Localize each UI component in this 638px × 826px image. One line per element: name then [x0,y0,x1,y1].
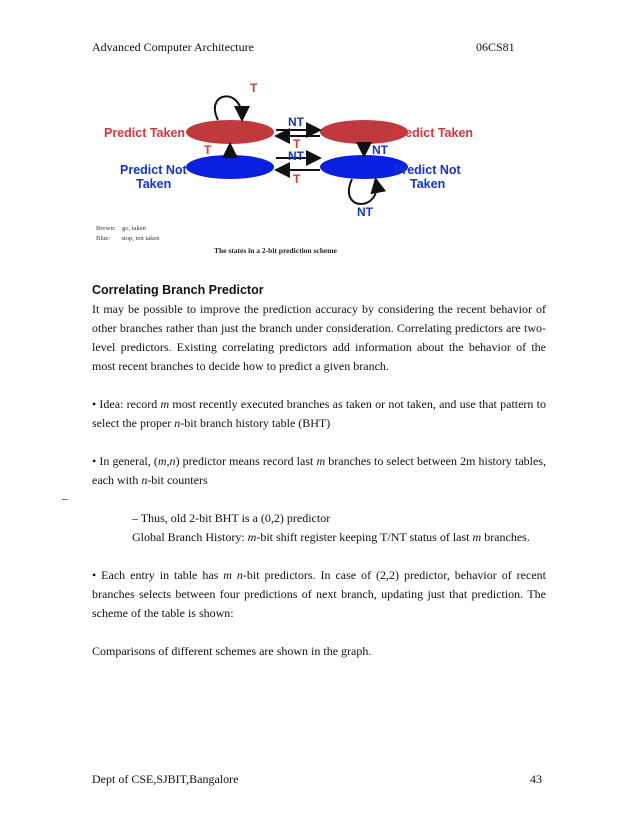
sub-point-1: – Thus, old 2-bit BHT is a (0,2) predictor [132,511,331,525]
header-title: Advanced Computer Architecture [92,40,254,54]
label-bottom-right-2: Taken [410,177,446,191]
t-mid-nt: NT [288,149,304,163]
state-diagram [92,72,546,262]
t-mid-t: T [293,137,301,151]
paragraph-compare: Comparisons of different schemes are shown in the graph. [92,644,372,658]
diagram-caption: The states in a 2-bit prediction scheme [214,246,337,255]
t-left-t: T [204,143,212,157]
label-top-left: Predict Taken [104,126,186,140]
legend-brown: Brown: go, taken [96,225,146,232]
paragraph-intro: It may be possible to improve the prediction accuracy by considering the recent behavior of other branches rather than just the branch under consideration. Correlating predictors are two-level predictors. Existing correlating predictors add information about the behavior of the most recent branches to decide how to predict a given branch. [92,302,546,373]
body-content [92,281,546,661]
label-top-right: Predict Taken [392,126,474,140]
t-self-bottom: NT [357,205,373,219]
self-loop-top [215,96,242,120]
section-heading: Correlating Branch Predictor [92,283,264,297]
footer-dept: Dept of CSE,SJBIT,Bangalore [92,772,239,786]
label-bottom-left-2: Taken [136,177,172,191]
header-code: 06CS81 [476,40,515,54]
t-self-top: T [250,81,258,95]
label-bottom-right-1: Predict Not [394,163,461,177]
footer-page-number: 43 [530,772,542,786]
sub-point-2: Global Branch History: m-bit shift register keeping T/NT status of last m branches. [132,530,530,544]
t-right-nt: NT [372,143,388,157]
label-bottom-left-1: Predict Not [120,163,187,177]
paragraph-entry: • Each entry in table has m n-bit predictors. In case of (2,2) predictor, behavior of recent branches selects between four predictions of next branch, updating just that prediction. The scheme of the table is shown: [92,568,546,620]
margin-dash: – [62,491,68,505]
state-top-left [186,120,274,144]
t-top-across: NT [288,115,304,129]
paragraph-idea: • Idea: record m most recently executed branches as taken or not taken, and use that pattern to select the proper n-bit branch history table (BHT) [92,397,547,430]
state-bottom-left [186,155,274,179]
t-bottom-across: T [293,172,301,186]
self-loop-bottom [349,179,377,204]
legend-blue: Blue: stop, not taken [96,235,160,242]
paragraph-general: • In general, (m,n) predictor means record last m branches to select between 2m history tables, each with n-bit counters [92,454,546,487]
